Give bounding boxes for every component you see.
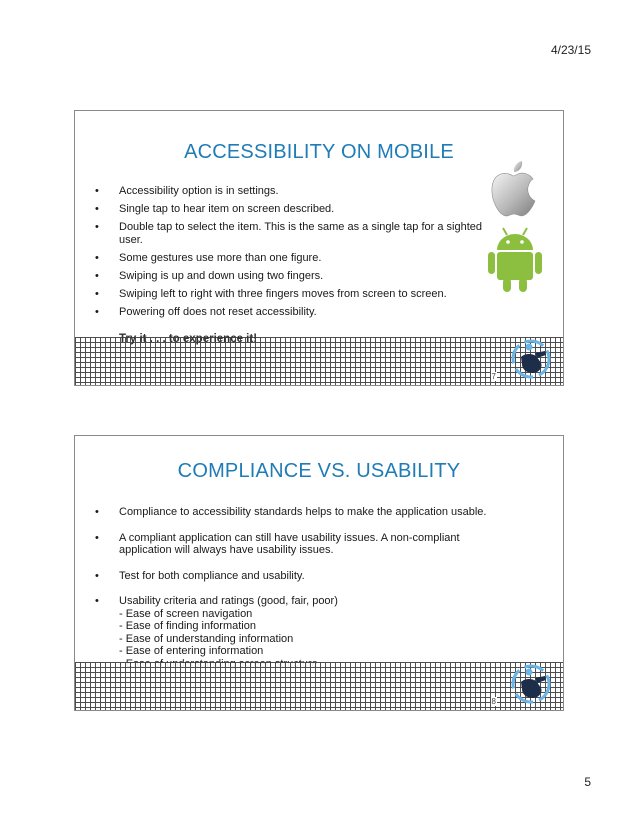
android-robot-icon	[487, 226, 543, 294]
criteria-item: - Ease of entering information	[119, 645, 264, 657]
slide-compliance-vs-usability	[74, 435, 564, 711]
bullet-item: • Swiping is up and down using two fingers.	[95, 270, 505, 283]
bullet-item: • Accessibility option is in settings.	[95, 185, 505, 198]
slide-number: 7	[491, 372, 496, 381]
slide-title: COMPLIANCE VS. USABILITY	[177, 460, 461, 482]
try-it-line: Try it . . . to experience it!	[119, 333, 258, 345]
bullet-item: • Some gestures use more than one figure.	[95, 252, 505, 265]
bullet-item-criteria	[95, 595, 490, 670]
accessibility-globe-logo-icon	[511, 664, 551, 704]
slide-title: ACCESSIBILITY ON MOBILE	[184, 141, 454, 163]
criteria-heading: • Usability criteria and ratings (good, fair, poor)	[119, 595, 338, 607]
slide-number: 8	[491, 697, 496, 706]
criteria-item: - Ease of understanding information	[119, 632, 294, 645]
bullet-item: • Double tap to select the item. This is the same as a single tap for a sighted user.	[95, 221, 505, 246]
bullet-list	[95, 185, 505, 324]
page-date: 4/23/15	[550, 43, 591, 57]
accessibility-globe-logo-icon	[511, 339, 551, 379]
bullet-item: • Swiping left to right with three fingers moves from screen to screen.	[95, 288, 505, 301]
bullet-item: • A compliant application can still have usability issues. A non-compliant application will always have usability issues.	[95, 532, 490, 557]
bullet-item: • Compliance to accessibility standards helps to make the application usable.	[95, 506, 490, 519]
criteria-item: - Ease of finding information	[119, 620, 256, 632]
bullet-item: • Powering off does not reset accessibility.	[95, 306, 505, 319]
bullet-item: • Test for both compliance and usability.	[95, 570, 490, 583]
page-number: 5	[584, 775, 591, 789]
bullet-item: • Single tap to hear item on screen described.	[95, 203, 505, 216]
slide-accessibility-on-mobile	[74, 110, 564, 386]
bullet-list	[95, 506, 490, 683]
criteria-item: - Ease of screen navigation	[119, 607, 253, 620]
apple-logo-icon	[487, 159, 539, 219]
